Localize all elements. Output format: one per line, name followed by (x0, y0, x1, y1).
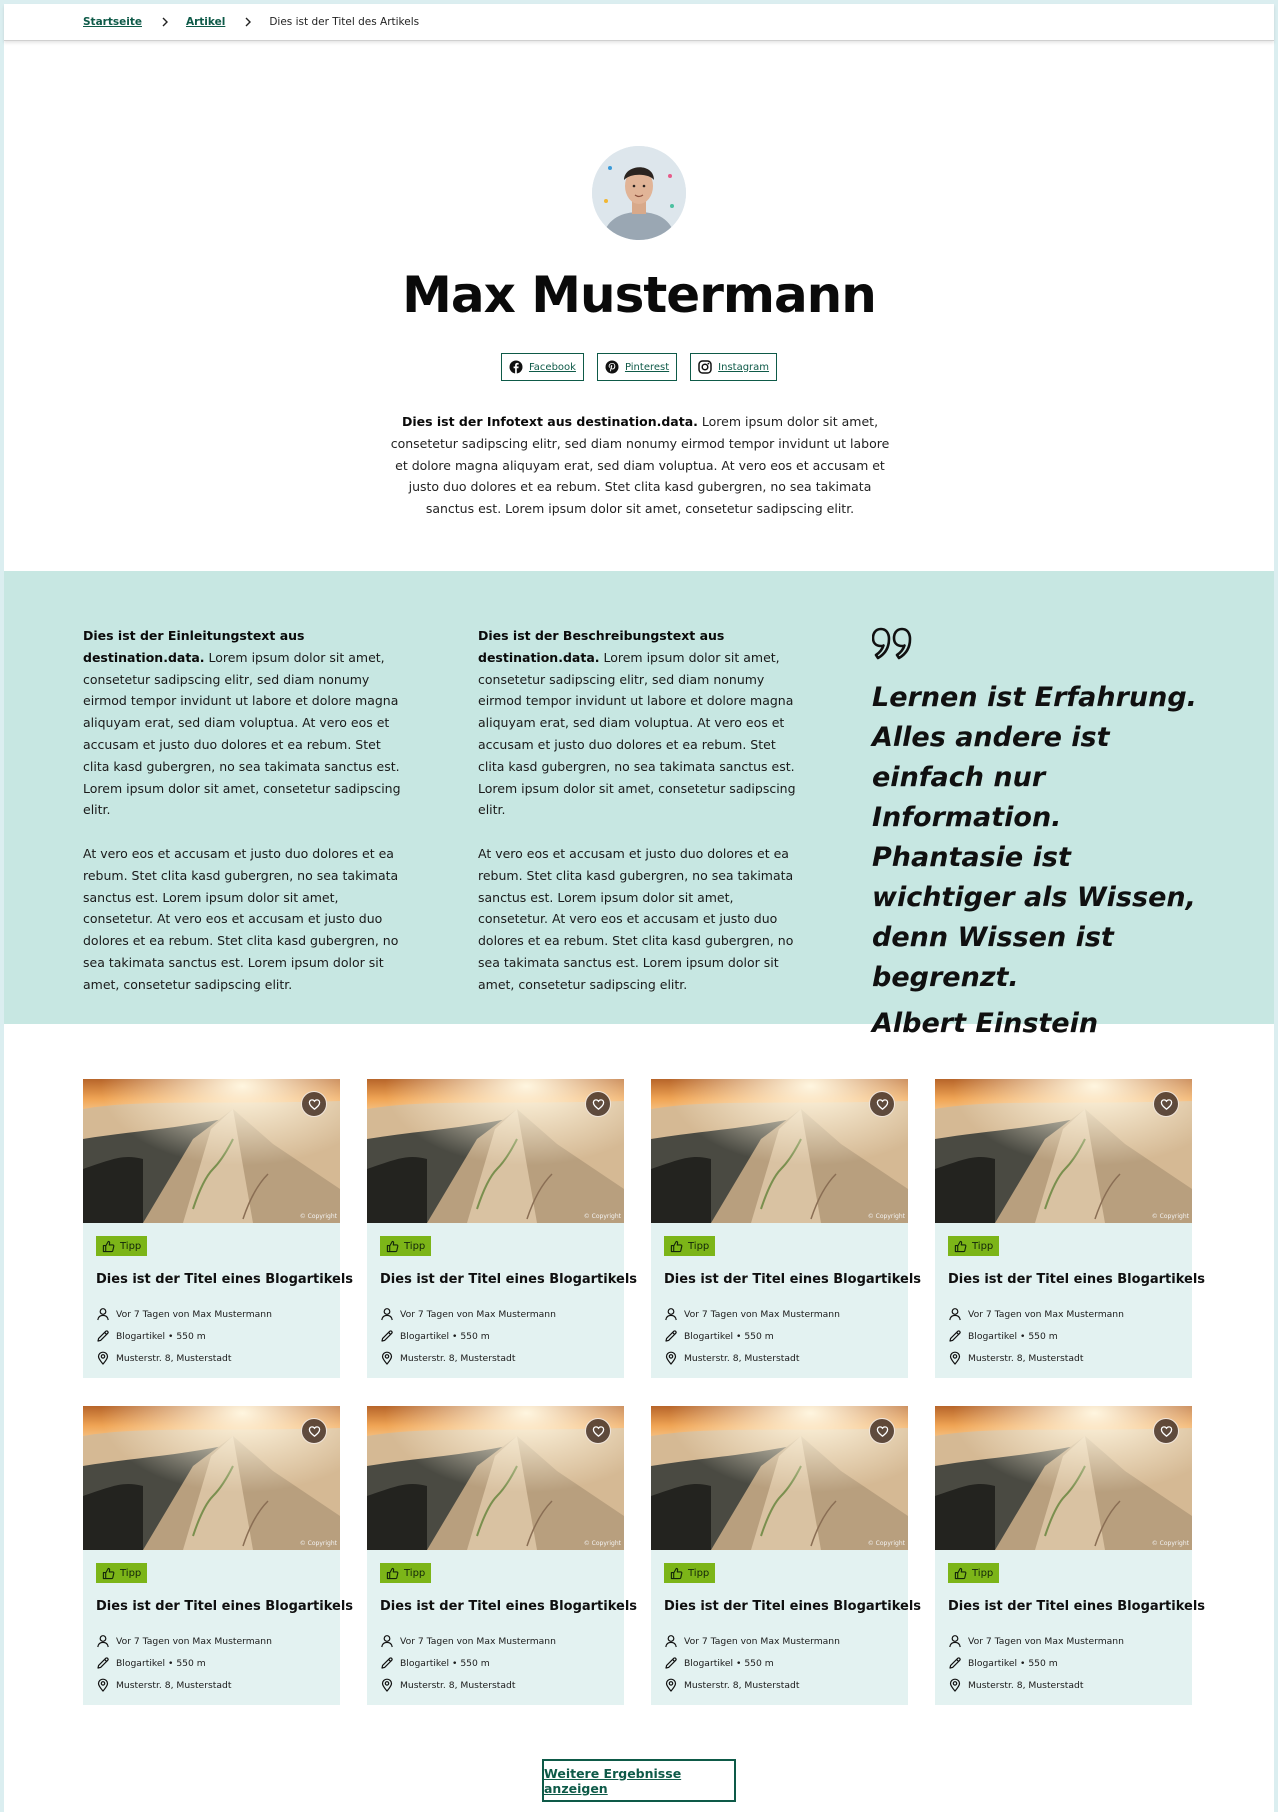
address-text: Musterstr. 8, Musterstadt (116, 1352, 232, 1364)
blog-card[interactable] (935, 1079, 1206, 1378)
thumbs-up-icon (102, 1567, 115, 1580)
user-icon (380, 1634, 394, 1648)
info-band (4, 571, 1274, 1039)
address-text: Musterstr. 8, Musterstadt (684, 1679, 800, 1691)
type-text: Blogartikel • 550 m (684, 1657, 774, 1669)
card-type (380, 1329, 490, 1343)
badge-label: Tipp (688, 1567, 710, 1579)
type-text: Blogartikel • 550 m (968, 1330, 1058, 1342)
social-links (4, 353, 1274, 381)
type-text: Blogartikel • 550 m (684, 1330, 774, 1342)
pencil-icon (948, 1329, 962, 1343)
description-column (478, 625, 800, 996)
pinterest-icon (605, 360, 619, 374)
location-pin-icon (664, 1351, 678, 1365)
col2-text: Lorem ipsum dolor sit amet, consetetur sadipscing elitr, sed diam nonumy eirmod tempor invidunt ut labore et dolore magna aliquyam erat, sed diam voluptua. At vero eos et accusam et justo duo dolores et ea rebum. Stet clita kasd gubergren, no sea takimata sanctus est. Lorem ipsum dolor sit amet, consetetur sadipscing elitr. (478, 649, 796, 818)
author-text: Vor 7 Tagen von Max Mustermann (400, 1635, 556, 1647)
location-pin-icon (380, 1678, 394, 1692)
blog-card[interactable] (83, 1406, 354, 1705)
instagram-icon (698, 360, 712, 374)
card-image (83, 1079, 340, 1223)
pinterest-button[interactable] (597, 353, 677, 381)
favorite-button[interactable] (869, 1418, 895, 1444)
instagram-button[interactable] (690, 353, 777, 381)
author-text: Vor 7 Tagen von Max Mustermann (116, 1635, 272, 1647)
tip-badge (380, 1236, 431, 1256)
heart-icon (876, 1098, 889, 1111)
badge-label: Tipp (120, 1567, 142, 1579)
tip-badge (664, 1563, 715, 1583)
intro-column (83, 625, 405, 996)
badge-label: Tipp (404, 1240, 426, 1252)
card-type (96, 1329, 206, 1343)
more-results-button[interactable]: Weitere Ergebnisse anzeigen (542, 1759, 736, 1802)
blog-card[interactable] (935, 1406, 1206, 1705)
thumbs-up-icon (954, 1567, 967, 1580)
card-address (96, 1678, 231, 1692)
card-image (367, 1406, 624, 1550)
card-author (96, 1307, 272, 1321)
avatar (592, 146, 686, 240)
image-copyright: © Copyright (299, 1540, 337, 1547)
author-text: Vor 7 Tagen von Max Mustermann (968, 1635, 1124, 1647)
pencil-icon (96, 1329, 110, 1343)
user-icon (96, 1634, 110, 1648)
chevron-right-icon (242, 16, 254, 28)
blog-card[interactable] (367, 1406, 638, 1705)
card-type (664, 1329, 774, 1343)
breadcrumb-home-link[interactable]: Startseite (83, 16, 142, 28)
image-copyright: © Copyright (867, 1213, 905, 1220)
pencil-icon (380, 1656, 394, 1670)
badge-label: Tipp (688, 1240, 710, 1252)
pencil-icon (664, 1656, 678, 1670)
quote-author: Albert Einstein (872, 1008, 1099, 1039)
card-address (948, 1351, 1083, 1365)
page (4, 4, 1274, 1812)
card-type (380, 1656, 490, 1670)
quote-icon (872, 626, 1212, 664)
quote-block (872, 626, 1212, 1039)
thumbs-up-icon (386, 1240, 399, 1253)
card-author (948, 1307, 1124, 1321)
heart-icon (1160, 1098, 1173, 1111)
heart-icon (308, 1098, 321, 1111)
intro-text: Lorem ipsum dolor sit amet, consetetur sadipscing elitr, sed diam nonumy eirmod tempor invidunt ut labore et dolore magna aliquyam erat, sed diam voluptua. At vero eos et accusam et justo duo dolores et ea rebum. Stet clita kasd gubergren, no sea takimata sanctus est. Lorem ipsum dolor sit amet, consetetur sadipscing elitr. (390, 414, 890, 517)
thumbs-up-icon (386, 1567, 399, 1580)
card-image (651, 1406, 908, 1550)
favorite-button[interactable] (1153, 1418, 1179, 1444)
card-image (651, 1079, 908, 1223)
card-type (96, 1656, 206, 1670)
card-image (367, 1079, 624, 1223)
profile-intro (387, 411, 893, 520)
card-type (948, 1329, 1058, 1343)
instagram-label: Instagram (718, 361, 770, 373)
author-text: Vor 7 Tagen von Max Mustermann (684, 1308, 840, 1320)
favorite-button[interactable] (585, 1091, 611, 1117)
card-image (935, 1079, 1192, 1223)
tip-badge (380, 1563, 431, 1583)
heart-icon (308, 1425, 321, 1438)
pencil-icon (664, 1329, 678, 1343)
location-pin-icon (948, 1678, 962, 1692)
card-author (664, 1307, 840, 1321)
thumbs-up-icon (954, 1240, 967, 1253)
favorite-button[interactable] (869, 1091, 895, 1117)
card-author (96, 1634, 272, 1648)
heart-icon (592, 1425, 605, 1438)
card-title[interactable]: Dies ist der Titel eines Blogartikels (664, 1272, 922, 1287)
breadcrumb-current: Dies ist der Titel des Artikels (269, 16, 420, 28)
pencil-icon (96, 1656, 110, 1670)
user-icon (96, 1307, 110, 1321)
card-title[interactable]: Dies ist der Titel eines Blogartikels (948, 1272, 1206, 1287)
card-address (380, 1678, 515, 1692)
address-text: Musterstr. 8, Musterstadt (968, 1352, 1084, 1364)
card-image (935, 1406, 1192, 1550)
card-author (380, 1307, 556, 1321)
user-icon (948, 1634, 962, 1648)
col1-bold: Dies ist der Einleitungstext aus destination.data. (83, 628, 305, 665)
image-copyright: © Copyright (583, 1213, 621, 1220)
card-title[interactable]: Dies ist der Titel eines Blogartikels (96, 1272, 354, 1287)
facebook-icon (509, 360, 523, 374)
image-copyright: © Copyright (299, 1213, 337, 1220)
blog-card[interactable] (651, 1079, 922, 1378)
quote-text: Lernen ist Erfahrung. Alles andere ist einfach nur Information. Phantasie ist wichtiger als Wissen, denn Wissen ist begrenzt. (872, 682, 1197, 993)
thumbs-up-icon (102, 1240, 115, 1253)
type-text: Blogartikel • 550 m (116, 1330, 206, 1342)
type-text: Blogartikel • 550 m (400, 1657, 490, 1669)
badge-label: Tipp (972, 1567, 994, 1579)
heart-icon (1160, 1425, 1173, 1438)
tip-badge (96, 1236, 147, 1256)
card-type (664, 1656, 774, 1670)
heart-icon (876, 1425, 889, 1438)
card-address (664, 1351, 799, 1365)
blog-card[interactable] (367, 1079, 638, 1378)
tip-badge (96, 1563, 147, 1583)
image-copyright: © Copyright (1151, 1213, 1189, 1220)
pencil-icon (948, 1656, 962, 1670)
tip-badge (664, 1236, 715, 1256)
location-pin-icon (380, 1351, 394, 1365)
badge-label: Tipp (120, 1240, 142, 1252)
favorite-button[interactable] (585, 1418, 611, 1444)
tip-badge (948, 1563, 999, 1583)
breadcrumb-section-link[interactable]: Artikel (185, 16, 226, 28)
facebook-label: Facebook (528, 361, 576, 373)
user-icon (948, 1307, 962, 1321)
facebook-button[interactable] (501, 353, 584, 381)
badge-label: Tipp (404, 1567, 426, 1579)
intro-bold: Dies ist der Infotext aus destination.data. (401, 414, 698, 429)
type-text: Blogartikel • 550 m (968, 1657, 1058, 1669)
thumbs-up-icon (670, 1567, 683, 1580)
address-text: Musterstr. 8, Musterstadt (968, 1679, 1084, 1691)
card-title[interactable]: Dies ist der Titel eines Blogartikels (380, 1599, 638, 1614)
card-address (664, 1678, 799, 1692)
address-text: Musterstr. 8, Musterstadt (400, 1352, 516, 1364)
user-icon (380, 1307, 394, 1321)
card-address (948, 1678, 1083, 1692)
badge-label: Tipp (972, 1240, 994, 1252)
card-image (83, 1406, 340, 1550)
col2-bold: Dies ist der Beschreibungstext aus destination.data. (478, 628, 725, 665)
pinterest-label: Pinterest (624, 361, 670, 373)
type-text: Blogartikel • 550 m (116, 1657, 206, 1669)
user-icon (664, 1307, 678, 1321)
card-title[interactable]: Dies ist der Titel eines Blogartikels (948, 1599, 1206, 1614)
card-author (664, 1634, 840, 1648)
col1-paragraph-2: At vero eos et accusam et justo duo dolores et ea rebum. Stet clita kasd gubergren, no sea takimata sanctus est. Lorem ipsum dolor sit amet, consetetur. At vero eos et accusam et justo duo dolores et ea rebum. Stet clita kasd gubergren, no sea takimata sanctus est. Lorem ipsum dolor sit amet, consetetur sadipscing elitr. (83, 845, 399, 992)
card-title[interactable]: Dies ist der Titel eines Blogartikels (664, 1599, 922, 1614)
pencil-icon (380, 1329, 394, 1343)
author-text: Vor 7 Tagen von Max Mustermann (684, 1635, 840, 1647)
card-address (380, 1351, 515, 1365)
col1-text: Lorem ipsum dolor sit amet, consetetur sadipscing elitr, sed diam nonumy eirmod tempor invidunt ut labore et dolore magna aliquyam erat, sed diam voluptua. At vero eos et accusam et justo duo dolores et ea rebum. Stet clita kasd gubergren, no sea takimata sanctus est. Lorem ipsum dolor sit amet, consetetur sadipscing elitr. (83, 649, 401, 818)
card-address (96, 1351, 231, 1365)
image-copyright: © Copyright (867, 1540, 905, 1547)
tip-badge (948, 1236, 999, 1256)
favorite-button[interactable] (301, 1418, 327, 1444)
chevron-right-icon (159, 16, 171, 28)
card-title[interactable]: Dies ist der Titel eines Blogartikels (380, 1272, 638, 1287)
address-text: Musterstr. 8, Musterstadt (116, 1679, 232, 1691)
location-pin-icon (948, 1351, 962, 1365)
breadcrumb (4, 4, 1274, 41)
profile-name: Max Mustermann (402, 266, 876, 324)
location-pin-icon (664, 1678, 678, 1692)
address-text: Musterstr. 8, Musterstadt (684, 1352, 800, 1364)
thumbs-up-icon (670, 1240, 683, 1253)
favorite-button[interactable] (1153, 1091, 1179, 1117)
location-pin-icon (96, 1351, 110, 1365)
card-title[interactable]: Dies ist der Titel eines Blogartikels (96, 1599, 354, 1614)
blog-card[interactable] (83, 1079, 354, 1378)
type-text: Blogartikel • 550 m (400, 1330, 490, 1342)
col2-paragraph-2: At vero eos et accusam et justo duo dolores et ea rebum. Stet clita kasd gubergren, no sea takimata sanctus est. Lorem ipsum dolor sit amet, consetetur. At vero eos et accusam et justo duo dolores et ea rebum. Stet clita kasd gubergren, no sea takimata sanctus est. Lorem ipsum dolor sit amet, consetetur sadipscing elitr. (478, 845, 794, 992)
author-text: Vor 7 Tagen von Max Mustermann (968, 1308, 1124, 1320)
card-author (380, 1634, 556, 1648)
address-text: Musterstr. 8, Musterstadt (400, 1679, 516, 1691)
author-text: Vor 7 Tagen von Max Mustermann (116, 1308, 272, 1320)
author-text: Vor 7 Tagen von Max Mustermann (400, 1308, 556, 1320)
image-copyright: © Copyright (1151, 1540, 1189, 1547)
favorite-button[interactable] (301, 1091, 327, 1117)
card-type (948, 1656, 1058, 1670)
user-icon (664, 1634, 678, 1648)
card-author (948, 1634, 1124, 1648)
blog-card[interactable] (651, 1406, 922, 1705)
heart-icon (592, 1098, 605, 1111)
location-pin-icon (96, 1678, 110, 1692)
image-copyright: © Copyright (583, 1540, 621, 1547)
